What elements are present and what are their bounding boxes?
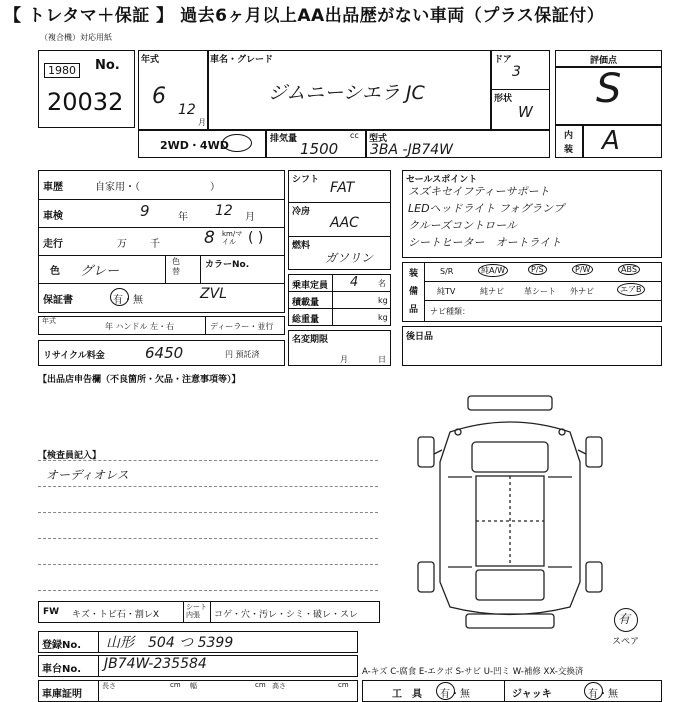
sales-points-label: セールスポイント [406,175,478,185]
month-label: 月 [340,355,348,364]
dealer-label: ディーラー・並行 [210,322,274,331]
reg-label: 登録No. [42,640,82,651]
recycle-label: リサイクル料金 [43,351,105,361]
mileage-value: 8 [204,228,215,248]
jack-circle [584,682,603,700]
equip-abs: ABS [618,264,640,275]
equip-leather: 革シート [524,287,556,296]
windshield [472,442,548,472]
equip-label-2: 備 [409,287,419,297]
mileage-sen: 千 [150,239,160,250]
lot-number: 20032 [47,88,124,116]
declaration-title: 【出品店申告欄（不良箇所・欠品・注意事項等）】 [38,375,241,385]
fuel-value: ガソリン [325,251,374,265]
capacity-label: 乗車定員 [292,281,329,291]
width-label: 幅 [190,682,197,690]
cert-label: 車庫証明 [42,689,82,700]
warranty-value: 有・無 [113,295,143,306]
jack-value: 有・無 [588,689,618,700]
mileage-paren: ( ) [248,230,264,246]
spare-mark: 有 [618,612,631,626]
tool-circle [436,682,455,700]
notes-label: 後日品 [406,332,434,342]
drive-circle [222,134,252,152]
shape-value: W [518,103,533,121]
rear-window [476,570,544,600]
name-change-label: 名変期限 [292,335,329,345]
page-header: 【 トレタマ＋保証 】 過去6ヶ月以上AA出品歴がない車両（プラス保証付） [4,6,605,26]
weight-label: 総重量 [292,315,320,325]
cooler-value: AAC [330,215,359,231]
multi-label: （複合機）対応用紙 [40,33,112,42]
cert-box [38,680,358,702]
front-right-tire [586,437,602,467]
sales-point-4: シートヒーター オートライト [408,236,562,249]
height-label: 高さ [272,682,286,690]
equip-label-1: 装 [409,269,419,279]
equip-label-3: 品 [409,305,419,315]
sales-point-1: スズキセイフティーサポート [408,185,550,198]
history-label: 車歴 [43,182,63,193]
load-unit: kg [378,296,388,305]
equip-ps: P/S [528,264,547,275]
chassis-value: JB74W-235584 [104,656,207,672]
day-label: 日 [378,355,386,364]
legend-items: キズ・トビ石・割レX [72,610,159,620]
rear-right-tire [586,562,602,592]
sales-point-2: LEDヘッドライト フォグランプ [408,202,565,215]
color-no-label: カラーNo. [205,260,250,270]
interior-label-1: 内 [564,131,574,141]
rear-left-tire [418,562,434,592]
fuel-label: 燃料 [292,241,311,251]
equip-airbag: エアB [617,283,645,296]
door-value: 3 [512,64,521,80]
mileage-label: 走行 [43,239,63,250]
capacity-unit: 名 [378,279,386,288]
type-value: 3BA -JB74W [370,142,453,158]
disp-unit: cc [350,131,359,140]
recycle-unit: 円 預託済 [225,350,260,359]
equip-pw: P/W [572,264,593,275]
rear-bumper [466,614,554,628]
capacity-value: 4 [350,275,359,290]
handle-label: 年 ハンドル 左・右 [105,322,175,331]
color-value: グレー [80,264,120,279]
legend-fw: FW [43,607,60,617]
warranty-label: 保証書 [43,295,73,306]
color-no-value: ZVL [200,286,227,302]
cm-1: cm [170,681,181,689]
car-diagram [410,392,610,632]
inspector-title: 【検査員記入】 [38,451,102,461]
shift-value: FAT [330,180,355,196]
front-left-tire [418,437,434,467]
load-label: 積載量 [292,298,320,308]
tool-label: 工 具 [392,689,422,700]
recycle-value: 6450 [145,344,184,362]
cm-3: cm [338,681,349,689]
interior-label-2: 装 [564,145,574,155]
type-label: 型式 [369,134,388,144]
cooler-label: 冷房 [292,207,311,217]
chassis-label: 車台No. [42,664,82,675]
length-label: 長さ [102,682,116,690]
disp-value: 1500 [300,140,339,158]
mileage-unit: km/マイル [222,230,243,246]
inspection-month-unit: 月 [245,212,255,223]
reg-value: 山形 504 つ 5399 [106,635,234,651]
nensiki-label: 年式 [141,55,160,65]
equip-aw: 純A/W [478,264,508,277]
inspection-year-unit: 年 [178,212,188,223]
legend-seat: シート内張 [186,603,207,619]
equip-sr: S/R [440,267,454,276]
inspector-note: オーディオレス [46,468,129,482]
notes-box [402,326,662,366]
shape-label: 形状 [494,94,513,104]
month-value: 12 [178,102,196,118]
color-label: 色 [50,266,60,277]
equip-ext-navi: 外ナビ [570,287,594,296]
year-box: 1980 [44,63,80,78]
history-value: 自家用・（ ） [95,182,220,193]
equip-navi: 純ナビ [480,287,504,296]
disp-label: 排気量 [270,134,298,144]
shift-label: シフト [292,175,320,185]
equip-tv: 純TV [437,287,456,296]
month-unit: 月 [198,118,206,127]
interior-value: A [602,126,620,156]
color-change: 色替 [172,257,180,276]
jack-label: ジャッキ [512,689,552,700]
damage-codes: A-キズ C-腐食 E-エクボ S-サビ U-凹ミ W-補修 XX-交換済 [362,667,584,677]
front-bumper [468,396,552,410]
inspection-month: 12 [215,203,233,219]
model-label: 車名・グレード [210,55,274,65]
warranty-circle [110,288,129,306]
score-value: S [596,66,622,112]
sales-point-3: クルーズコントロール [408,219,517,232]
nenshiki-small: 年式 [42,317,56,325]
mileage-man: 万 [117,239,127,250]
legend-seat-items: コゲ・穴・汚レ・シミ・破レ・スレ [214,610,359,620]
no-label: No. [95,58,120,73]
door-label: ドア [494,55,512,65]
drive-label: 2WD・4WD [160,139,229,152]
spare-label: スペア [612,637,640,647]
model-value: ジムニーシエラ JC [268,82,425,104]
nensiki-value: 6 [152,84,166,109]
inspection-year: 9 [140,202,150,220]
tool-value: 有・無 [440,689,470,700]
weight-unit: kg [378,313,388,322]
inspection-label: 車検 [43,211,63,222]
cm-2: cm [255,681,266,689]
score-label: 評価点 [590,56,618,66]
navi-label: ナビ種類： [430,307,470,316]
